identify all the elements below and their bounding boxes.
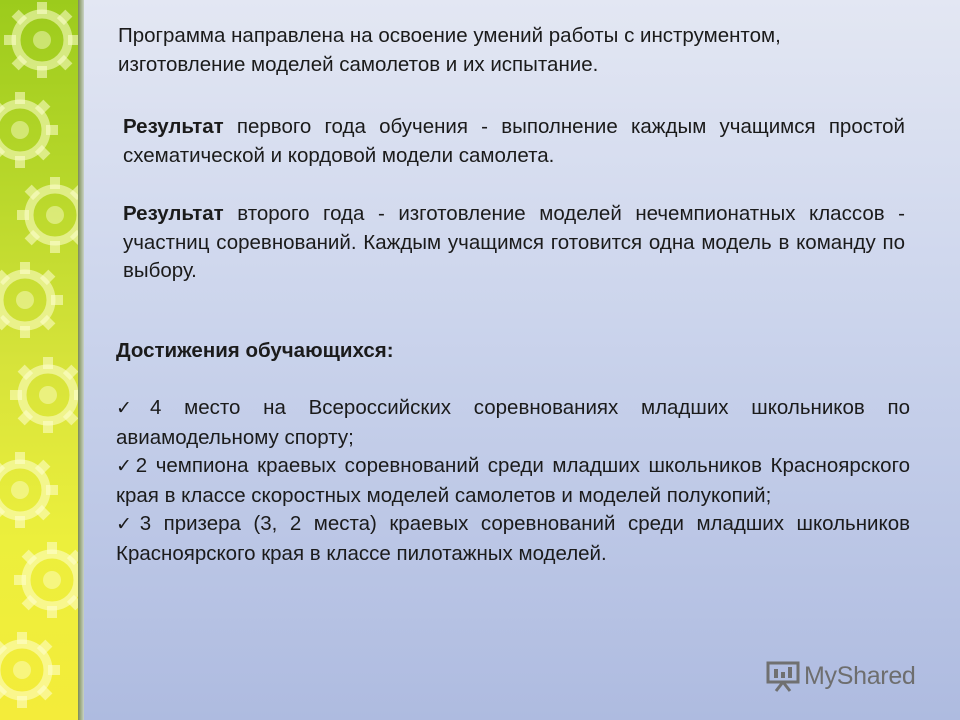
checkmark-icon: ✓ bbox=[116, 398, 149, 419]
result-text: второго года - изготовление моделей нечемпионатных классов - участниц соревнований. Каждым учащимся готовится одна модель в команду по выбору. bbox=[123, 202, 905, 282]
result-label: Результат bbox=[123, 202, 224, 225]
achievement-text: 4 место на Всероссийских соревнованиях младших школьников по авиамодельному спорту; bbox=[116, 396, 911, 449]
list-item bbox=[116, 394, 910, 452]
achievement-text: 2 чемпиона краевых соревнований среди младших школьников Красноярского края в классе скоростных моделей самолетов и моделей полукопий; bbox=[116, 454, 910, 507]
result-text: первого года обучения - выполнение каждым учащимся простой схематической и кордовой модели самолета. bbox=[123, 115, 905, 167]
checkmark-icon: ✓ bbox=[116, 514, 139, 535]
gear-icon bbox=[0, 0, 80, 720]
result-second-year bbox=[123, 200, 905, 286]
list-item bbox=[116, 510, 910, 568]
list-item bbox=[116, 452, 910, 510]
result-first-year bbox=[123, 113, 905, 170]
myshared-watermark bbox=[766, 656, 916, 696]
watermark-brand: MyShared bbox=[804, 661, 916, 690]
achievement-text: 3 призера (3, 2 места) краевых соревнований среди младших школьников Красноярского края в классе пилотажных моделей. bbox=[116, 512, 911, 565]
presentation-icon bbox=[766, 660, 800, 692]
intro-text: Программа направлена на освоение умений работы с инструментом, изготовление моделей самолетов и их испытание. bbox=[118, 24, 781, 76]
achievements-heading: Достижения обучающихся: bbox=[116, 339, 394, 362]
gear-decoration-strip bbox=[0, 0, 80, 720]
result-label: Результат bbox=[123, 115, 224, 138]
achievement-list bbox=[116, 394, 910, 568]
checkmark-icon: ✓ bbox=[116, 456, 135, 477]
